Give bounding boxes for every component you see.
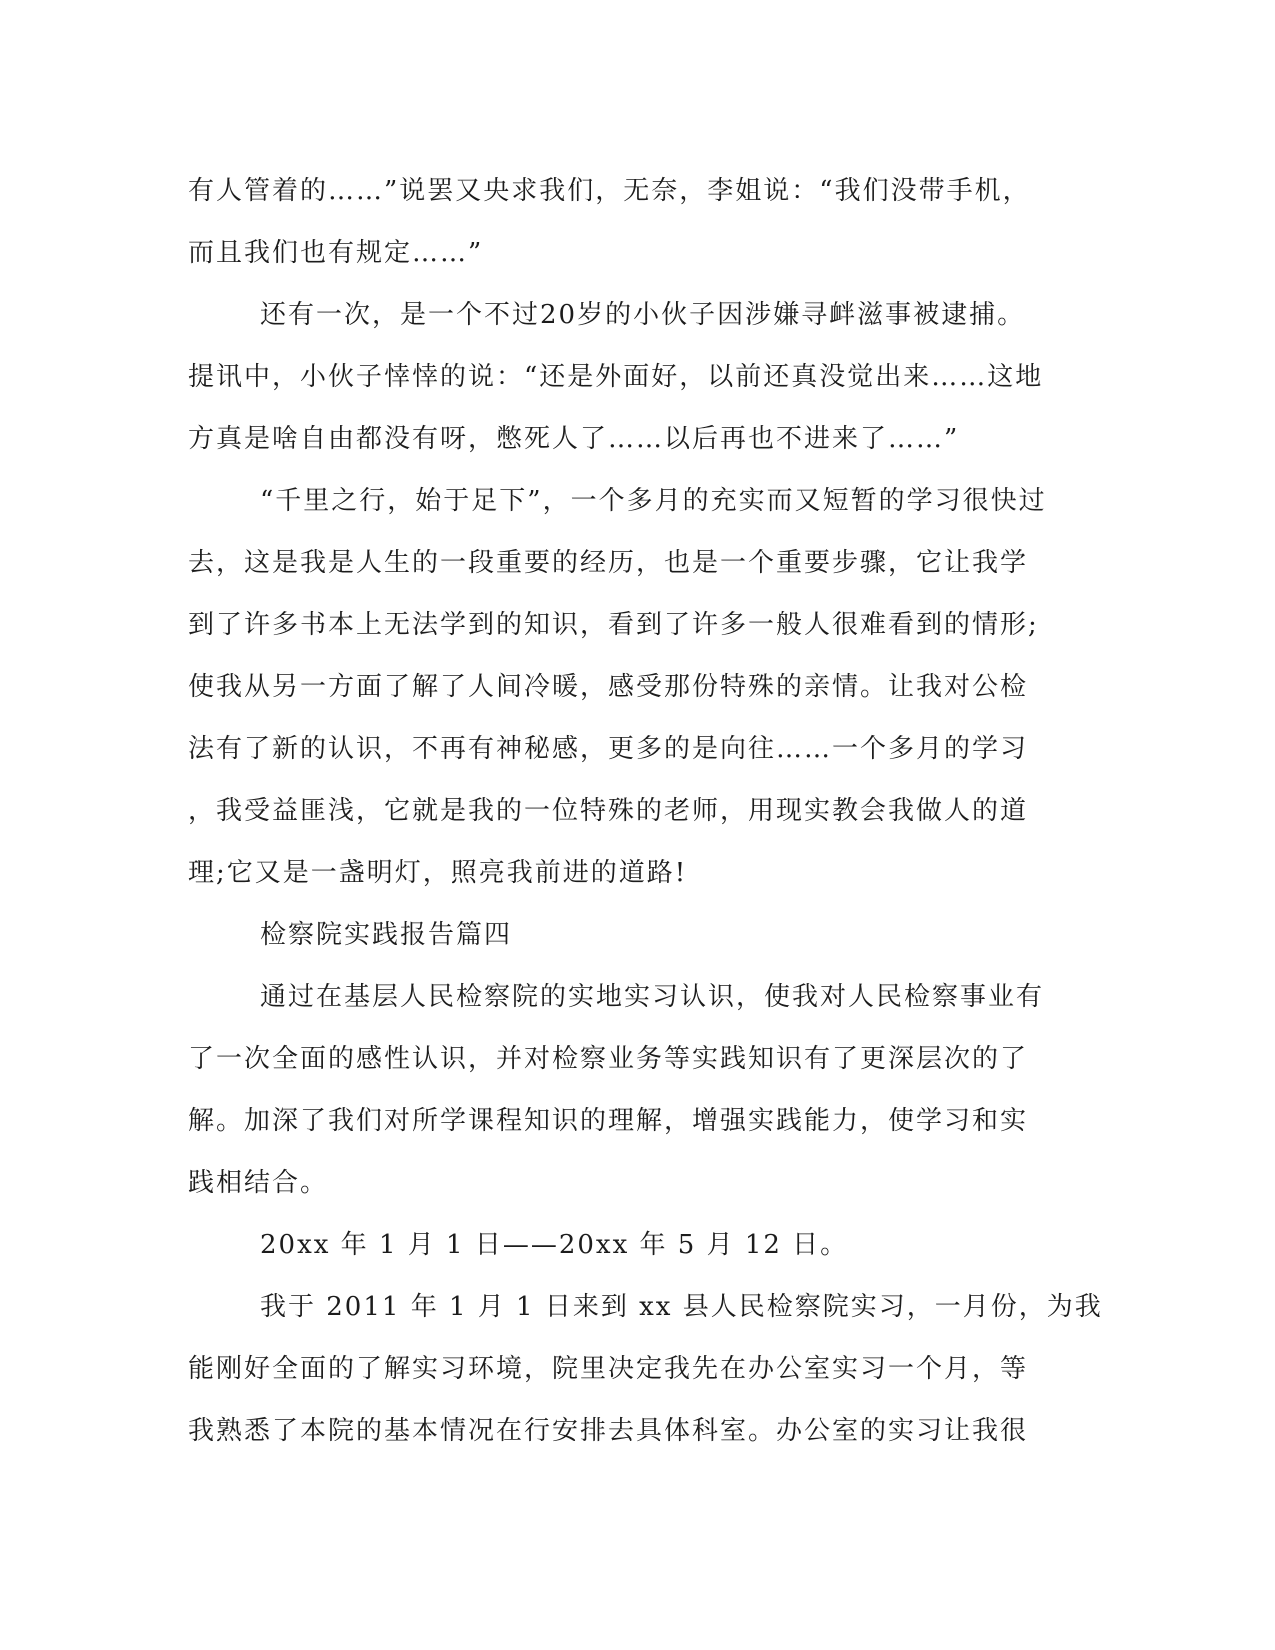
text-line-2: 而且我们也有规定……” xyxy=(188,238,484,268)
text-line-11: ，我受益匪浅，它就是我的一位特殊的老师，用现实教会我做人的道 xyxy=(188,796,1029,826)
text-line-19: 我于 2011 年 1 月 1 日来到 xx 县人民检察院实习，一月份，为我 xyxy=(260,1292,1103,1322)
text-line-1: 有人管着的……”说罢又央求我们，无奈，李姐说：“我们没带手机， xyxy=(188,176,1031,206)
body-text xyxy=(188,160,1103,1462)
text-line-7: 去，这是我是人生的一段重要的经历，也是一个重要步骤，它让我学 xyxy=(188,548,1029,578)
text-line-12: 理;它又是一盏明灯，照亮我前进的道路! xyxy=(188,858,688,888)
text-line-17: 践相结合。 xyxy=(188,1168,329,1198)
text-line-15: 了一次全面的感性认识，并对检察业务等实践知识有了更深层次的了 xyxy=(188,1044,1029,1074)
text-line-9: 使我从另一方面了解了人间冷暖，感受那份特殊的亲情。让我对公检 xyxy=(188,672,1029,702)
text-line-16: 解。加深了我们对所学课程知识的理解，增强实践能力，使学习和实 xyxy=(188,1106,1029,1136)
text-line-20: 能刚好全面的了解实习环境，院里决定我先在办公室实习一个月，等 xyxy=(188,1354,1029,1384)
text-line-3: 还有一次，是一个不过20岁的小伙子因涉嫌寻衅滋事被逮捕。 xyxy=(260,300,1026,330)
text-line-5: 方真是啥自由都没有呀，憋死人了……以后再也不进来了……” xyxy=(188,424,960,454)
text-line-4: 提讯中，小伙子悻悻的说：“还是外面好，以前还真没觉出来……这地 xyxy=(188,362,1044,392)
text-line-6: “千里之行，始于足下”，一个多月的充实而又短暂的学习很快过 xyxy=(260,486,1047,516)
text-line-10: 法有了新的认识，不再有神秘感，更多的是向往……一个多月的学习 xyxy=(188,734,1029,764)
text-line-14: 通过在基层人民检察院的实地实习认识，使我对人民检察事业有 xyxy=(260,982,1045,1012)
text-line-8: 到了许多书本上无法学到的知识，看到了许多一般人很难看到的情形; xyxy=(188,610,1039,640)
date-range-line: 20xx 年 1 月 1 日——20xx 年 5 月 12 日。 xyxy=(260,1230,849,1260)
section-heading: 检察院实践报告篇四 xyxy=(260,920,513,950)
text-line-21: 我熟悉了本院的基本情况在行安排去具体科室。办公室的实习让我很 xyxy=(188,1416,1029,1446)
